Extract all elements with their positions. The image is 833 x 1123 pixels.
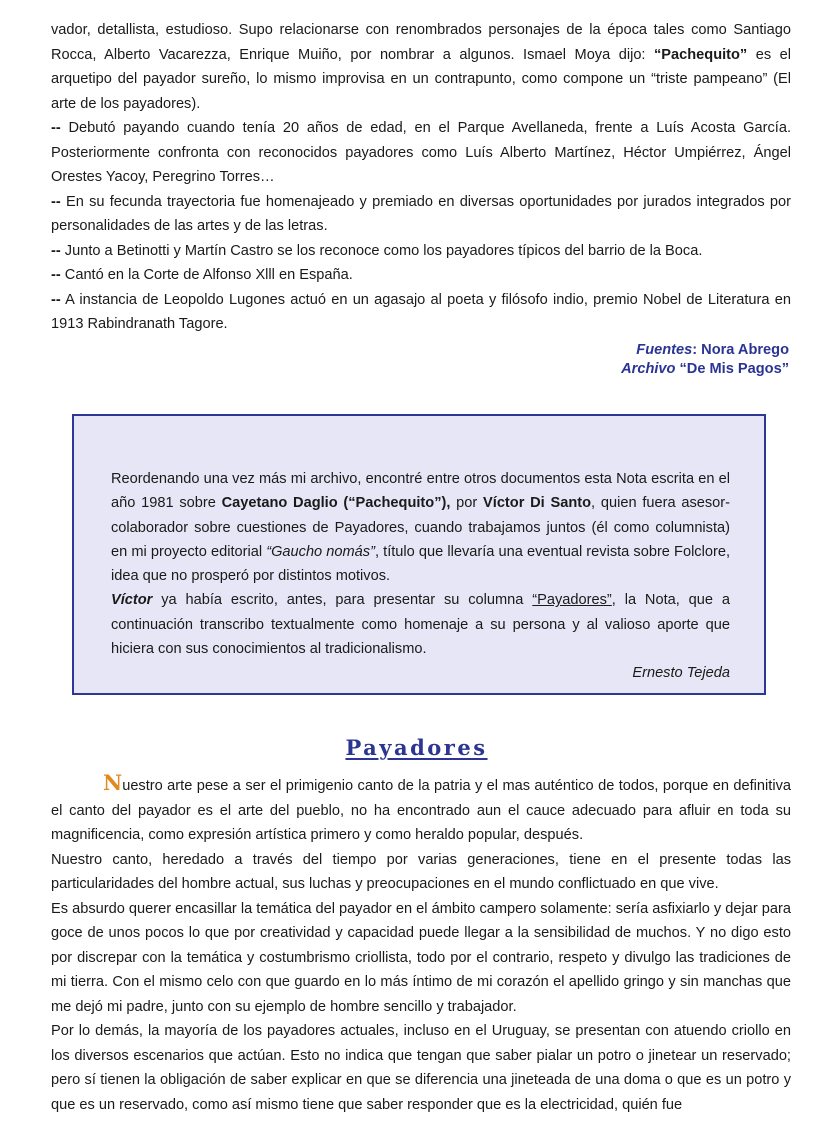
bold-name: Víctor Di Santo bbox=[483, 495, 592, 512]
dash: -- bbox=[51, 267, 61, 283]
dash: -- bbox=[51, 242, 61, 259]
text: En su fecunda trayectoria fue homenajeado y premiado en diversas oportunidades por jurados integrados por personalidades de las artes y de las letras. bbox=[51, 193, 791, 234]
title-text: Payadores bbox=[345, 735, 488, 760]
archive-name: “De Mis Pagos” bbox=[675, 360, 789, 377]
signature: Ernesto Tejeda bbox=[632, 665, 730, 682]
text: Cantó en la Corte de Alfonso Xlll en España. bbox=[60, 267, 353, 283]
text: , la Nota, que a continuación transcribo textualmente como homenaje a su persona y al valioso aporte que hiciera con sus conocimientos al tradicionalismo. bbox=[111, 592, 731, 658]
list-item bbox=[51, 263, 791, 288]
publication-name: “Gaucho nomás” bbox=[266, 543, 375, 560]
editor-note-text bbox=[111, 467, 730, 686]
paragraph bbox=[51, 771, 791, 848]
bold-name: Cayetano Daglio (“Pachequito”), bbox=[221, 495, 451, 512]
paragraph: Es absurdo querer encasillar la temática del payador en el ámbito campero solamente: sería asfixiarlo y dejar para goce de unos pocos lo que por creatividad y capacidad puede llegar a la sensibilidad de muchos. Y no digo esto por discrepar con la temática y costumbrismo criollista, todo por el contrario, respeto y divulgo las tradiciones de mi tierra. Con el mismo celo con que guardo en lo más íntimo de mi corazón el apellido gringo y sin manchas que me dejó mi padre, junto con su ejemplo de hombre sencillo y trabajador. bbox=[51, 900, 791, 1015]
paragraph: Por lo demás, la mayoría de los payadores actuales, incluso en el Uruguay, se presentan con atuendo criollo en los diversos escenarios que actúan. Esto no indica que tengan que saber pialar un potro o jinetear un reservado; pero sí tienen la obligación de saber explicar en que se diferencia una jineteada de una doma o que es un potro y que es un reservado, como así mismo tiene que saber responder que es la electricidad, quién fue bbox=[51, 1023, 791, 1113]
text: A instancia de Leopoldo Lugones actuó en un agasajo al poeta y filósofo indio, premio Nobel de Literatura en 1913 Rabindranath Tagore. bbox=[51, 291, 791, 332]
bold-italic-name: Víctor bbox=[111, 592, 153, 609]
text: Junto a Betinotti y Martín Castro se los reconoce como los payadores típicos del barrio de la Boca. bbox=[60, 242, 703, 259]
top-section bbox=[51, 18, 791, 379]
list-item bbox=[51, 239, 791, 264]
bold-nickname: “Pachequito” bbox=[653, 46, 748, 63]
text: Debutó payando cuando tenía 20 años de edad, en el Parque Avellaneda, frente a Luís Acosta García. Posteriormente confronta con reconocidos payadores como Luís Alberto Martínez, Héctor Umpiérrez, Ángel Orestes Yacoy, Peregrino Torres… bbox=[51, 120, 791, 185]
dash: -- bbox=[51, 291, 61, 308]
article-body bbox=[51, 771, 791, 1117]
text: , título que llevaría una eventual revista sobre Folclore, idea que no prosperó por distintos motivos. bbox=[111, 543, 730, 585]
text: , quien fuera asesor-colaborador sobre cuestiones de Payadores, cuando trabajamos juntos (él como columnista) en mi proyecto editorial bbox=[111, 495, 731, 560]
column-name: “Payadores” bbox=[532, 592, 612, 609]
dash: -- bbox=[51, 193, 61, 210]
text: Reordenando una vez más mi archivo, encontré entre otros documentos esta Nota escrita en el año 1981 sobre bbox=[111, 471, 730, 512]
editor-note-box bbox=[72, 414, 766, 695]
sources-credit bbox=[51, 341, 789, 379]
list-item bbox=[51, 288, 791, 337]
list-item bbox=[51, 190, 791, 239]
paragraph-intro bbox=[51, 18, 791, 116]
list-item bbox=[51, 116, 791, 190]
sources-name: : Nora Abrego bbox=[692, 341, 789, 358]
text: uestro arte pese a ser el primigenio canto de la patria y el mas auténtico de todos, porque en definitiva el canto del payador es el arte del pueblo, no ha encontrado aun el cauce adecuado para afluir en toda su magnificencia, como expresión artística primero y como heraldo popular, después. bbox=[51, 778, 791, 843]
dash: -- bbox=[51, 120, 61, 136]
article-title bbox=[0, 735, 833, 760]
drop-cap: N bbox=[103, 770, 123, 795]
text: por bbox=[450, 495, 484, 512]
sources-label: Fuentes bbox=[636, 341, 693, 358]
text: ya había escrito, antes, para presentar su columna bbox=[152, 592, 533, 609]
text: es el arquetipo del payador sureño, lo mismo improvisa en un contrapunto, como compone un “triste pampeano” (El arte de los payadores). bbox=[51, 46, 791, 112]
paragraph: Nuestro canto, heredado a través del tiempo por varias generaciones, tiene en el presente todas las particularidades del hombre actual, sus luchas y preocupaciones en el mundo conflictuado en que vive. bbox=[51, 851, 791, 892]
text: vador, detallista, estudioso. Supo relacionarse con renombrados personajes de la época tales como Santiago Rocca, Alberto Vacarezza, Enrique Muiño, por nombrar a algunos. Ismael Moya dijo: bbox=[51, 22, 791, 63]
archive-label: Archivo bbox=[621, 360, 676, 377]
